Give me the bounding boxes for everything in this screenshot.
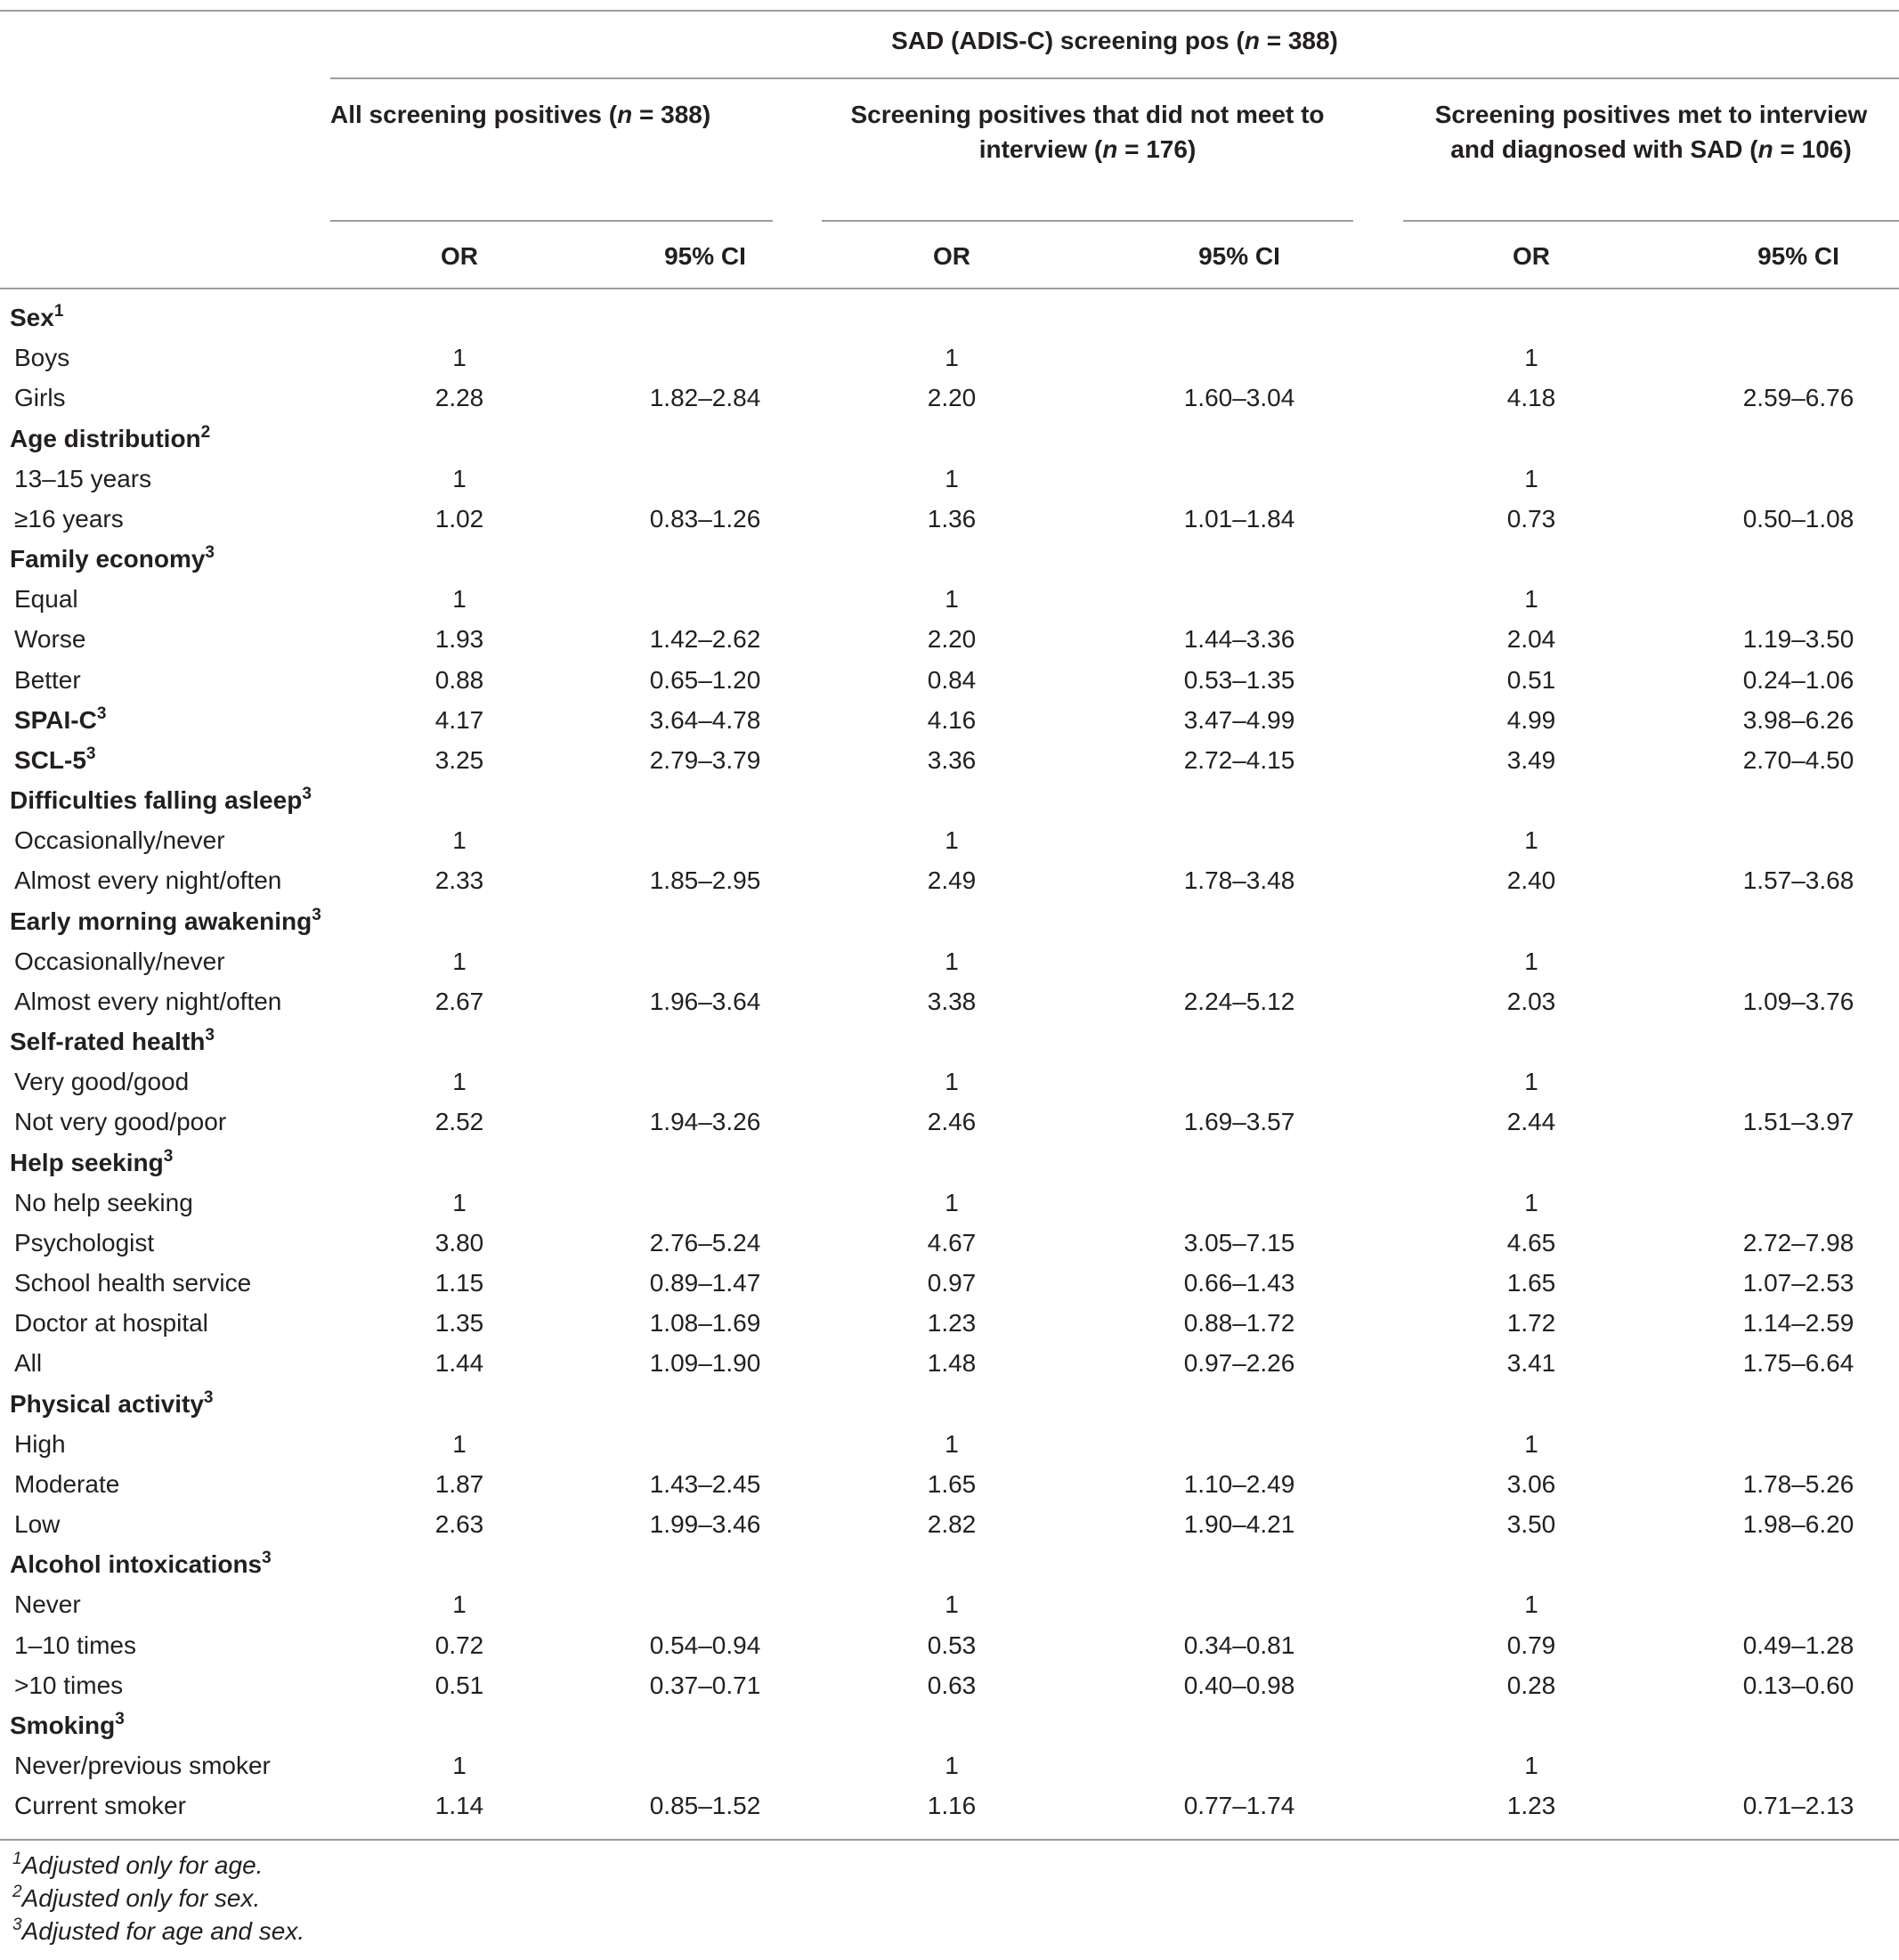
or-cell: 4.67 xyxy=(927,1229,977,1257)
row-label: No help seeking xyxy=(14,1189,193,1216)
ci-cell: 1.78–5.26 xyxy=(1742,1470,1854,1498)
ci-cell: 1.82–2.84 xyxy=(649,384,761,411)
or-cell: 4.18 xyxy=(1506,384,1556,411)
or-cell: 1.72 xyxy=(1506,1309,1556,1337)
ci-cell: 2.76–5.24 xyxy=(649,1229,761,1257)
or-cell: 1.44 xyxy=(434,1349,484,1377)
row-group-heading: Alcohol intoxications$^3$ xyxy=(10,1549,272,1578)
or-cell: 1.15 xyxy=(434,1269,484,1297)
row-label: Doctor at hospital xyxy=(14,1309,208,1337)
or-cell: 1.23 xyxy=(1506,1792,1556,1819)
row-label: Better xyxy=(14,666,81,694)
or-cell: 2.67 xyxy=(434,988,484,1015)
or-cell: 1 xyxy=(1524,1590,1538,1618)
row-label: School health service xyxy=(14,1269,252,1297)
or-cell: 1.36 xyxy=(927,505,977,533)
row-label: SCL-$5^3$ xyxy=(14,744,96,774)
row-label: Never xyxy=(14,1590,81,1618)
ci-cell: 0.53–1.35 xyxy=(1183,666,1295,694)
or-cell: 1 xyxy=(945,1068,959,1095)
or-cell: 1 xyxy=(452,826,467,854)
ci-cell: 2.70–4.50 xyxy=(1742,746,1854,774)
row-group-heading: Physical activity$^3$ xyxy=(10,1388,214,1418)
group-heading-all-positives: All screening positives (n = 388) xyxy=(330,101,711,128)
ci-cell: 0.50–1.08 xyxy=(1742,505,1854,533)
spanner-heading: SAD (ADIS-C) screening pos (n = 388) xyxy=(891,27,1338,54)
or-cell: 1 xyxy=(945,1189,959,1216)
or-cell: 1.02 xyxy=(434,505,484,533)
or-cell: 1 xyxy=(452,1430,467,1458)
or-cell: 2.46 xyxy=(927,1108,977,1135)
group1-rule xyxy=(330,220,773,222)
row-label: Current smoker xyxy=(14,1792,186,1819)
row-label: Very good/good xyxy=(14,1068,190,1095)
or-cell: 1 xyxy=(945,585,959,613)
or-cell: 2.40 xyxy=(1506,866,1556,894)
footnote: $^1$Adjusted only for age. xyxy=(12,1850,264,1879)
or-cell: 1 xyxy=(452,465,467,492)
ci-cell: 1.98–6.20 xyxy=(1742,1510,1854,1538)
or-cell: 0.51 xyxy=(1506,666,1556,694)
ci-cell: 1.96–3.64 xyxy=(649,988,761,1015)
or-cell: 1 xyxy=(1524,826,1538,854)
ci-cell: 1.08–1.69 xyxy=(649,1309,761,1337)
or-cell: 0.84 xyxy=(927,666,977,694)
ci-cell: 0.49–1.28 xyxy=(1742,1631,1854,1659)
or-cell: 1 xyxy=(452,1752,467,1779)
row-label: Psychologist xyxy=(14,1229,155,1257)
or-cell: 1.65 xyxy=(927,1470,977,1498)
or-cell: 1 xyxy=(1524,947,1538,975)
row-group-heading: Smoking$^3$ xyxy=(10,1710,125,1739)
row-label: SPAI-$C^3$ xyxy=(14,704,107,734)
ci-cell: 1.60–3.04 xyxy=(1183,384,1295,411)
ci-cell: 0.77–1.74 xyxy=(1183,1792,1295,1819)
ci-cell: 1.85–2.95 xyxy=(649,866,761,894)
ci-cell: 1.01–1.84 xyxy=(1183,505,1295,533)
or-cell: 2.82 xyxy=(927,1510,977,1538)
or-cell: 1 xyxy=(945,1590,959,1618)
row-label: Almost every night/often xyxy=(14,988,282,1015)
or-cell: 1 xyxy=(1524,1189,1538,1216)
or-cell: 1 xyxy=(945,465,959,492)
ci-cell: 0.13–0.60 xyxy=(1742,1671,1854,1699)
row-label: Occasionally/never xyxy=(14,826,225,854)
or-cell: 2.44 xyxy=(1506,1108,1556,1135)
row-label: ≥16 years xyxy=(14,505,124,533)
row-label: All xyxy=(14,1349,43,1377)
or-cell: 1 xyxy=(1524,344,1538,371)
or-cell: 4.16 xyxy=(927,706,977,734)
or-cell: 0.28 xyxy=(1506,1671,1556,1699)
row-group-heading: Age distribution$^2$ xyxy=(10,423,211,452)
or-cell: 1 xyxy=(945,1752,959,1779)
or-cell: 2.20 xyxy=(927,625,977,653)
or-cell: 1 xyxy=(945,344,959,371)
or-cell: 2.63 xyxy=(434,1510,484,1538)
row-group-heading: Family economy$^3$ xyxy=(10,543,215,573)
ci-cell: 3.05–7.15 xyxy=(1183,1229,1295,1257)
ci-cell: 0.66–1.43 xyxy=(1183,1269,1295,1297)
ci-cell: 3.47–4.99 xyxy=(1183,706,1295,734)
ci-cell: 3.98–6.26 xyxy=(1742,706,1854,734)
or-cell: 1 xyxy=(452,585,467,613)
or-cell: 0.51 xyxy=(434,1671,484,1699)
or-cell: 2.03 xyxy=(1506,988,1556,1015)
or-cell: 4.65 xyxy=(1506,1229,1556,1257)
or-cell: 2.49 xyxy=(927,866,977,894)
or-cell: 0.53 xyxy=(927,1631,977,1659)
group-heading-diagnosed-sad: Screening positives met to interview and diagnosed with SAD (n = 106) xyxy=(1434,101,1868,163)
ci-cell: 2.72–7.98 xyxy=(1742,1229,1854,1257)
or-cell: 4.17 xyxy=(434,706,484,734)
or-cell: 1.65 xyxy=(1506,1269,1556,1297)
ci-cell: 1.51–3.97 xyxy=(1742,1108,1854,1135)
or-cell: 2.52 xyxy=(434,1108,484,1135)
ci-cell: 1.10–2.49 xyxy=(1183,1470,1295,1498)
ci-cell: 0.34–0.81 xyxy=(1183,1631,1295,1659)
or-cell: 1.14 xyxy=(434,1792,484,1819)
ci-cell: 1.78–3.48 xyxy=(1183,866,1295,894)
row-label: Never/previous smoker xyxy=(14,1752,271,1779)
table-bottom-rule xyxy=(0,1839,1899,1841)
ci-cell: 0.24–1.06 xyxy=(1742,666,1854,694)
ci-cell: 2.24–5.12 xyxy=(1183,988,1295,1015)
col-ci-3: 95% CI xyxy=(1757,242,1839,270)
row-label: Worse xyxy=(14,625,86,653)
group3-rule xyxy=(1403,220,1899,222)
ci-cell: 0.88–1.72 xyxy=(1183,1309,1295,1337)
or-cell: 1.35 xyxy=(434,1309,484,1337)
or-cell: 1 xyxy=(945,826,959,854)
or-cell: 1 xyxy=(1524,1068,1538,1095)
ci-cell: 2.59–6.76 xyxy=(1742,384,1854,411)
header-bottom-rule xyxy=(0,288,1899,289)
ci-cell: 1.69–3.57 xyxy=(1183,1108,1295,1135)
row-label: 1–10 times xyxy=(14,1631,136,1659)
ci-cell: 1.94–3.26 xyxy=(649,1108,761,1135)
or-cell: 3.06 xyxy=(1506,1470,1556,1498)
or-cell: 1 xyxy=(452,947,467,975)
footnote: $^2$Adjusted only for sex. xyxy=(12,1883,261,1912)
or-cell: 0.72 xyxy=(434,1631,484,1659)
or-cell: 1.23 xyxy=(927,1309,977,1337)
or-cell: 3.36 xyxy=(927,746,977,774)
or-cell: 3.25 xyxy=(434,746,484,774)
ci-cell: 1.90–4.21 xyxy=(1183,1510,1295,1538)
ci-cell: 1.19–3.50 xyxy=(1742,625,1854,653)
ci-cell: 1.57–3.68 xyxy=(1742,866,1854,894)
or-cell: 1 xyxy=(452,1590,467,1618)
ci-cell: 0.85–1.52 xyxy=(649,1792,761,1819)
ci-cell: 1.07–2.53 xyxy=(1742,1269,1854,1297)
col-ci-1: 95% CI xyxy=(664,242,746,270)
or-cell: 1.93 xyxy=(434,625,484,653)
or-cell: 1.16 xyxy=(927,1792,977,1819)
group-heading-not-interviewed: Screening positives that did not meet to interview (n = 176) xyxy=(850,101,1325,163)
or-cell: 1 xyxy=(1524,1430,1538,1458)
ci-cell: 0.54–0.94 xyxy=(649,1631,761,1659)
row-group-heading: Help seeking$^3$ xyxy=(10,1147,174,1176)
ci-cell: 1.43–2.45 xyxy=(649,1470,761,1498)
row-label: Equal xyxy=(14,585,78,613)
ci-cell: 1.14–2.59 xyxy=(1742,1309,1854,1337)
col-or-2: OR xyxy=(933,242,970,270)
row-label: Almost every night/often xyxy=(14,866,282,894)
col-or-3: OR xyxy=(1513,242,1550,270)
ci-cell: 1.09–3.76 xyxy=(1742,988,1854,1015)
row-group-heading: Early morning awakening$^3$ xyxy=(10,906,321,935)
row-label: Occasionally/never xyxy=(14,947,225,975)
ci-cell: 0.71–2.13 xyxy=(1742,1792,1854,1819)
ci-cell: 1.42–2.62 xyxy=(649,625,761,653)
or-cell: 2.28 xyxy=(434,384,484,411)
ci-cell: 0.40–0.98 xyxy=(1183,1671,1295,1699)
ci-cell: 2.79–3.79 xyxy=(649,746,761,774)
row-label: Not very good/poor xyxy=(14,1108,227,1135)
top-rule xyxy=(0,10,1899,12)
or-cell: 0.79 xyxy=(1506,1631,1556,1659)
or-cell: 1 xyxy=(1524,1752,1538,1779)
or-cell: 0.88 xyxy=(434,666,484,694)
ci-cell: 0.89–1.47 xyxy=(649,1269,761,1297)
spanner-rule xyxy=(330,77,1899,79)
or-cell: 0.97 xyxy=(927,1269,977,1297)
col-or-1: OR xyxy=(441,242,478,270)
ci-cell: 1.99–3.46 xyxy=(649,1510,761,1538)
col-ci-2: 95% CI xyxy=(1198,242,1280,270)
or-cell: 3.41 xyxy=(1506,1349,1556,1377)
or-cell: 1 xyxy=(1524,585,1538,613)
or-cell: 1.87 xyxy=(434,1470,484,1498)
or-cell: 3.50 xyxy=(1506,1510,1556,1538)
row-label: Boys xyxy=(14,344,70,371)
ci-cell: 3.64–4.78 xyxy=(649,706,761,734)
ci-cell: 2.72–4.15 xyxy=(1183,746,1295,774)
or-cell: 3.80 xyxy=(434,1229,484,1257)
or-cell: 2.04 xyxy=(1506,625,1556,653)
ci-cell: 1.09–1.90 xyxy=(649,1349,761,1377)
ci-cell: 0.83–1.26 xyxy=(649,505,761,533)
or-cell: 0.63 xyxy=(927,1671,977,1699)
ci-cell: 0.97–2.26 xyxy=(1183,1349,1295,1377)
or-cell: 1 xyxy=(945,947,959,975)
or-cell: 1 xyxy=(1524,465,1538,492)
or-cell: 2.33 xyxy=(434,866,484,894)
ci-cell: 1.75–6.64 xyxy=(1742,1349,1854,1377)
row-label: Moderate xyxy=(14,1470,120,1498)
row-group-heading: Difficulties falling asleep$^3$ xyxy=(10,785,312,814)
ci-cell: 0.37–0.71 xyxy=(649,1671,761,1699)
or-cell: 1 xyxy=(945,1430,959,1458)
footnote: $^3$Adjusted for age and sex. xyxy=(12,1915,305,1945)
or-cell: 1 xyxy=(452,1189,467,1216)
row-label: Low xyxy=(14,1510,61,1538)
or-cell: 3.49 xyxy=(1506,746,1556,774)
row-label: High xyxy=(14,1430,66,1458)
row-label: >10 times xyxy=(14,1671,124,1699)
row-group-heading: Self-rated health$^3$ xyxy=(10,1026,215,1055)
or-cell: 0.73 xyxy=(1506,505,1556,533)
ci-cell: 0.65–1.20 xyxy=(649,666,761,694)
ci-cell: 1.44–3.36 xyxy=(1183,625,1295,653)
or-cell: 3.38 xyxy=(927,988,977,1015)
row-group-heading: Sex$^1$ xyxy=(10,302,64,331)
or-cell: 2.20 xyxy=(927,384,977,411)
or-cell: 4.99 xyxy=(1506,706,1556,734)
group2-rule xyxy=(822,220,1353,222)
row-label: 13–15 years xyxy=(14,465,152,492)
or-cell: 1 xyxy=(452,344,467,371)
or-cell: 1 xyxy=(452,1068,467,1095)
or-cell: 1.48 xyxy=(927,1349,977,1377)
row-label: Girls xyxy=(14,384,66,411)
